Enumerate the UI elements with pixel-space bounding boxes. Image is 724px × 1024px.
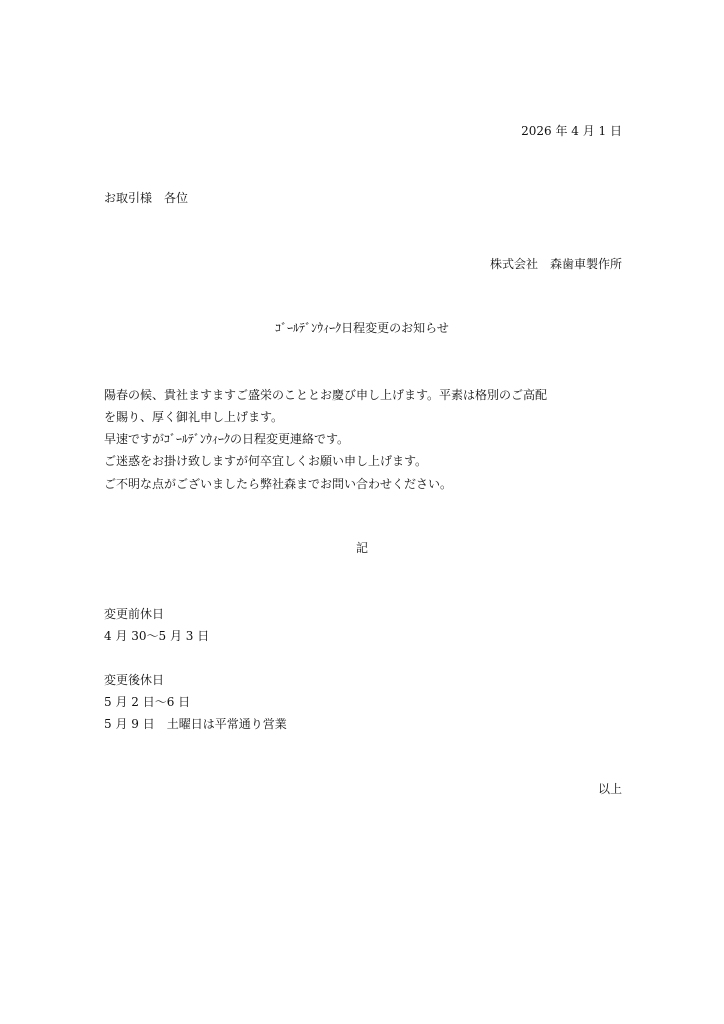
body-line-2: を賜り、厚く御礼申し上げます。	[104, 410, 284, 424]
document-title: ｺﾞｰﾙﾃﾞﾝｳｨｰｸ日程変更のお知らせ	[275, 321, 449, 335]
before-holiday-dates: 4 月 30～5 月 3 日	[104, 629, 210, 643]
after-holiday-note: 5 月 9 日 土曜日は平常通り営業	[104, 717, 287, 731]
after-holiday-heading: 変更後休日	[104, 673, 165, 687]
after-holiday-dates: 5 月 2 日～6 日	[104, 695, 191, 709]
ki-heading: 記	[355, 541, 368, 555]
before-holiday-heading: 変更前休日	[104, 607, 165, 621]
closing-text: 以上	[597, 782, 622, 796]
body-line-3: 早速ですがｺﾞｰﾙﾃﾞﾝｳｨｰｸの日程変更連絡です。	[104, 432, 350, 446]
document-date: 2026 年 4 月 1 日	[521, 124, 622, 138]
body-line-4: ご迷惑をお掛け致しますが何卒宜しくお願い申し上げます。	[104, 454, 428, 468]
body-line-1: 陽春の候、貴社ますますご盛栄のこととお慶び申し上げます。平素は格別のご高配	[104, 388, 548, 402]
recipient-line: お取引様 各位	[104, 191, 189, 205]
sender-name: 株式会社 森歯車製作所	[489, 257, 622, 271]
body-line-5: ご不明な点がございましたら弊社森までお問い合わせください。	[104, 477, 453, 491]
